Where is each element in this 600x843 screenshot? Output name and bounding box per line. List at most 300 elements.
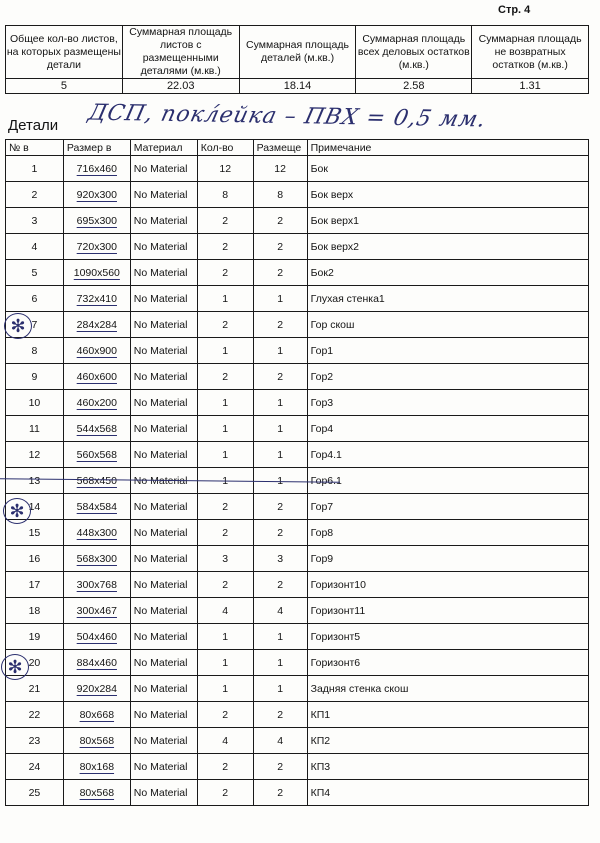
cell-size-text: 460x600 (76, 370, 117, 383)
summary-header-row (6, 26, 589, 79)
cell-quantity (197, 442, 253, 468)
cell-quantity-text: 1 (222, 396, 229, 409)
cell-size (63, 390, 130, 416)
cell-quantity-text: 2 (222, 214, 229, 227)
cell-note-text: КП4 (310, 786, 331, 799)
table-row (6, 754, 589, 780)
cell-note (307, 546, 588, 572)
cell-number (6, 338, 64, 364)
cell-note (307, 416, 588, 442)
cell-size (63, 598, 130, 624)
cell-number-text: 18 (28, 604, 41, 617)
cell-quantity (197, 182, 253, 208)
table-row (6, 728, 589, 754)
summary-value-sheet-area: 22.03 (122, 79, 239, 94)
cell-note-text: Гор1 (310, 344, 334, 357)
cell-note (307, 208, 588, 234)
cell-note (307, 702, 588, 728)
cell-size-text: 300x467 (76, 604, 117, 617)
cell-quantity-text: 1 (222, 656, 229, 669)
table-row (6, 156, 589, 182)
cell-size-text: 884x460 (76, 656, 117, 669)
summary-table (5, 25, 589, 94)
cell-placed-text: 1 (277, 448, 284, 461)
cell-size (63, 468, 130, 494)
summary-value-sheet-count: 5 (6, 79, 123, 94)
cell-size-text: 568x300 (76, 552, 117, 565)
cell-size-text: 732x410 (76, 292, 117, 305)
cell-number-text: 13 (28, 474, 41, 487)
cell-quantity (197, 702, 253, 728)
cell-size-text: 448x300 (76, 526, 117, 539)
circled-star-mark: ✻ (1, 654, 29, 680)
cell-note-text: Бок2 (310, 266, 334, 279)
cell-material (130, 286, 197, 312)
cell-material-text: No Material (133, 786, 188, 799)
cell-number (6, 442, 64, 468)
cell-quantity-text: 8 (222, 188, 229, 201)
cell-material-text: No Material (133, 708, 188, 721)
cell-note-text: Гор2 (310, 370, 334, 383)
summary-header-sheet-count: Общее кол-во листов, на которых размещены детали (6, 26, 123, 79)
cell-material-text: No Material (133, 656, 188, 669)
cell-number (6, 390, 64, 416)
cell-placed (253, 728, 307, 754)
cell-material-text: No Material (133, 760, 188, 773)
cell-note-text: Гор скош (310, 318, 355, 331)
cell-number (6, 182, 64, 208)
cell-material (130, 416, 197, 442)
cell-number (6, 260, 64, 286)
cell-note (307, 572, 588, 598)
cell-size-text: 80x168 (79, 760, 115, 773)
cell-quantity (197, 286, 253, 312)
cell-number (6, 364, 64, 390)
cell-number-text: 17 (28, 578, 41, 591)
cell-size (63, 728, 130, 754)
cell-material (130, 780, 197, 806)
cell-quantity-text: 2 (222, 370, 229, 383)
cell-material (130, 520, 197, 546)
table-row (6, 234, 589, 260)
table-row (6, 364, 589, 390)
cell-quantity-text: 2 (222, 240, 229, 253)
table-row (6, 182, 589, 208)
cell-size (63, 208, 130, 234)
cell-placed (253, 702, 307, 728)
cell-placed-text: 1 (277, 344, 284, 357)
cell-quantity (197, 390, 253, 416)
cell-number-text: 22 (28, 708, 41, 721)
cell-material (130, 650, 197, 676)
cell-placed-text: 2 (277, 500, 284, 513)
cell-placed (253, 520, 307, 546)
cell-material-text: No Material (133, 396, 188, 409)
table-row (6, 598, 589, 624)
cell-number (6, 702, 64, 728)
cell-size (63, 676, 130, 702)
cell-note-text: КП2 (310, 734, 331, 747)
cell-material-text: No Material (133, 188, 188, 201)
cell-size (63, 338, 130, 364)
cell-size (63, 572, 130, 598)
summary-value-waste-remnants: 1.31 (472, 79, 589, 94)
cell-quantity-text: 4 (222, 734, 229, 747)
cell-quantity (197, 754, 253, 780)
cell-number-text: 23 (28, 734, 41, 747)
cell-note (307, 182, 588, 208)
cell-number (6, 468, 64, 494)
cell-number-text: 20 (28, 656, 41, 669)
cell-size-text: 716x460 (76, 162, 117, 175)
cell-material (130, 182, 197, 208)
cell-material (130, 338, 197, 364)
cell-placed (253, 546, 307, 572)
cell-size (63, 442, 130, 468)
cell-note (307, 234, 588, 260)
cell-note (307, 754, 588, 780)
header-material: Материал (130, 140, 197, 156)
cell-number-text: 24 (28, 760, 41, 773)
table-row (6, 494, 589, 520)
cell-material (130, 442, 197, 468)
cell-quantity (197, 780, 253, 806)
cell-size (63, 546, 130, 572)
summary-header-parts-area: Суммарная площадь деталей (м.кв.) (239, 26, 356, 79)
cell-material-text: No Material (133, 448, 188, 461)
cell-number-text: 11 (28, 422, 40, 435)
cell-placed (253, 208, 307, 234)
cell-placed (253, 364, 307, 390)
cell-size-text: 300x768 (76, 578, 117, 591)
cell-material-text: No Material (133, 370, 188, 383)
table-row (6, 286, 589, 312)
cell-size (63, 520, 130, 546)
cell-number-text: 21 (28, 682, 41, 695)
cell-number (6, 624, 64, 650)
cell-placed-text: 3 (277, 552, 284, 565)
cell-placed-text: 2 (277, 578, 284, 591)
cell-size (63, 364, 130, 390)
cell-note (307, 728, 588, 754)
cell-placed (253, 598, 307, 624)
cell-material (130, 260, 197, 286)
cell-size-text: 584x584 (76, 500, 117, 513)
cell-material-text: No Material (133, 578, 188, 591)
cell-placed (253, 780, 307, 806)
cell-placed (253, 234, 307, 260)
cell-material-text: No Material (133, 162, 188, 175)
circled-star-mark: ✻ (3, 498, 31, 524)
cell-quantity (197, 546, 253, 572)
cell-quantity (197, 234, 253, 260)
cell-placed-text: 1 (277, 630, 284, 643)
cell-material (130, 546, 197, 572)
cell-size-text: 920x300 (76, 188, 117, 201)
cell-note (307, 260, 588, 286)
cell-material-text: No Material (133, 344, 188, 357)
cell-number-text: 14 (28, 500, 41, 513)
summary-header-waste-remnants: Суммарная площадь не возвратных остатков (м.кв.) (472, 26, 589, 79)
header-size: Размер в (63, 140, 130, 156)
cell-quantity (197, 624, 253, 650)
cell-size-text: 460x900 (76, 344, 117, 357)
cell-quantity-text: 2 (222, 786, 229, 799)
cell-note-text: Гор9 (310, 552, 334, 565)
cell-quantity-text: 2 (222, 266, 229, 279)
cell-placed (253, 286, 307, 312)
cell-note-text: Горизонт5 (310, 630, 361, 643)
cell-quantity-text: 1 (222, 474, 229, 487)
cell-note-text: Бок (310, 162, 328, 175)
circled-star-mark: ✻ (4, 313, 32, 339)
cell-placed-text: 2 (277, 708, 284, 721)
cell-size (63, 182, 130, 208)
cell-material (130, 754, 197, 780)
cell-note-text: Горизонт6 (310, 656, 361, 669)
cell-size (63, 234, 130, 260)
cell-number (6, 156, 64, 182)
cell-note-text: КП3 (310, 760, 331, 773)
cell-quantity (197, 728, 253, 754)
cell-size-text: 284x284 (76, 318, 117, 331)
cell-placed-text: 2 (277, 240, 284, 253)
cell-placed (253, 312, 307, 338)
cell-placed (253, 390, 307, 416)
cell-placed-text: 1 (277, 396, 284, 409)
cell-quantity (197, 260, 253, 286)
cell-placed-text: 1 (277, 656, 284, 669)
cell-note-text: Бок верх1 (310, 214, 359, 227)
cell-size (63, 286, 130, 312)
cell-number-text: 19 (28, 630, 41, 643)
cell-material-text: No Material (133, 474, 188, 487)
cell-material-text: No Material (133, 604, 188, 617)
cell-note-text: Гор4.1 (310, 448, 342, 461)
cell-placed (253, 650, 307, 676)
table-row (6, 520, 589, 546)
cell-note (307, 624, 588, 650)
table-row (6, 702, 589, 728)
cell-material (130, 676, 197, 702)
table-row (6, 312, 589, 338)
table-row (6, 208, 589, 234)
cell-size (63, 650, 130, 676)
cell-size (63, 312, 130, 338)
cell-size-text: 544x568 (76, 422, 117, 435)
cell-material-text: No Material (133, 266, 188, 279)
cell-material (130, 702, 197, 728)
cell-number-text: 8 (31, 344, 38, 357)
cell-size-text: 460x200 (76, 396, 117, 409)
cell-quantity (197, 494, 253, 520)
section-title: Детали (8, 117, 59, 134)
cell-placed-text: 2 (277, 266, 284, 279)
table-row (6, 676, 589, 702)
cell-material (130, 572, 197, 598)
cell-quantity-text: 2 (222, 500, 229, 513)
cell-note-text: Глухая стенка1 (310, 292, 385, 305)
cell-placed (253, 156, 307, 182)
cell-quantity (197, 208, 253, 234)
cell-material (130, 494, 197, 520)
cell-quantity-text: 1 (222, 292, 229, 305)
page-number: Стр. 4 (498, 4, 531, 16)
cell-placed-text: 2 (277, 318, 284, 331)
cell-placed-text: 2 (277, 786, 284, 799)
cell-quantity-text: 2 (222, 708, 229, 721)
cell-number-text: 12 (28, 448, 41, 461)
cell-number (6, 208, 64, 234)
cell-material-text: No Material (133, 292, 188, 305)
table-row (6, 260, 589, 286)
cell-material-text: No Material (133, 552, 188, 565)
cell-material-text: No Material (133, 214, 188, 227)
cell-number-text: 2 (31, 188, 38, 201)
cell-note (307, 676, 588, 702)
cell-note (307, 442, 588, 468)
cell-quantity (197, 650, 253, 676)
cell-quantity-text: 2 (222, 760, 229, 773)
summary-header-sheet-area: Суммарная площадь листов с размещенными деталями (м.кв.) (122, 26, 239, 79)
cell-quantity-text: 3 (222, 552, 229, 565)
table-row (6, 572, 589, 598)
cell-material-text: No Material (133, 734, 188, 747)
cell-note (307, 286, 588, 312)
table-row (6, 442, 589, 468)
cell-note (307, 650, 588, 676)
cell-size (63, 416, 130, 442)
cell-quantity (197, 416, 253, 442)
cell-placed (253, 494, 307, 520)
table-row (6, 546, 589, 572)
cell-placed (253, 754, 307, 780)
cell-placed-text: 12 (274, 162, 286, 175)
header-placed: Размеще (253, 140, 307, 156)
cell-placed (253, 442, 307, 468)
cell-size (63, 754, 130, 780)
cell-number (6, 546, 64, 572)
cell-material-text: No Material (133, 682, 188, 695)
cell-placed (253, 182, 307, 208)
cell-size-text: 560x568 (76, 448, 117, 461)
cell-size-text: 504x460 (76, 630, 117, 643)
table-row (6, 624, 589, 650)
cell-number (6, 598, 64, 624)
cell-size (63, 702, 130, 728)
summary-header-business-remnants: Суммарная площадь всех деловых остатков (м.кв.) (356, 26, 472, 79)
cell-placed (253, 416, 307, 442)
cell-size-text: 80x668 (79, 708, 115, 721)
cell-quantity-text: 2 (222, 526, 229, 539)
cell-note-text: Гор3 (310, 396, 334, 409)
table-row (6, 390, 589, 416)
cell-number-text: 10 (28, 396, 41, 409)
cell-size-text: 920x284 (76, 682, 117, 695)
cell-note-text: Гор8 (310, 526, 334, 539)
cell-size-text: 720x300 (76, 240, 117, 253)
summary-value-parts-area: 18.14 (239, 79, 356, 94)
cell-quantity (197, 676, 253, 702)
cell-number-text: 4 (31, 240, 38, 253)
handwritten-note: ДСП, покл́ейка – ПВХ = 0,5 мм. (85, 100, 489, 133)
cell-quantity (197, 364, 253, 390)
cell-material (130, 728, 197, 754)
cell-material-text: No Material (133, 630, 188, 643)
cell-placed-text: 1 (277, 682, 284, 695)
cell-size (63, 780, 130, 806)
cell-quantity (197, 338, 253, 364)
cell-size (63, 494, 130, 520)
cell-quantity (197, 572, 253, 598)
table-row (6, 650, 589, 676)
cell-number (6, 728, 64, 754)
cell-note-text: Гор4 (310, 422, 334, 435)
cell-quantity-text: 1 (222, 344, 229, 357)
table-row (6, 780, 589, 806)
cell-quantity-text: 12 (219, 162, 232, 175)
cell-size-text: 80x568 (79, 786, 115, 799)
cell-material (130, 312, 197, 338)
cell-size (63, 260, 130, 286)
cell-material (130, 156, 197, 182)
cell-number-text: 7 (31, 318, 38, 331)
cell-material-text: No Material (133, 422, 188, 435)
table-row (6, 416, 589, 442)
cell-material (130, 390, 197, 416)
details-table (5, 139, 589, 806)
cell-placed-text: 4 (277, 604, 284, 617)
cell-placed-text: 1 (277, 474, 284, 487)
cell-number (6, 286, 64, 312)
cell-quantity (197, 520, 253, 546)
cell-material (130, 364, 197, 390)
cell-note-text: Бок верх (310, 188, 354, 201)
cell-note-text: Горизонт10 (310, 578, 366, 591)
cell-number-text: 1 (31, 162, 38, 175)
cell-number-text: 5 (31, 266, 38, 279)
cell-note-text: Бок верх2 (310, 240, 359, 253)
summary-value-business-remnants: 2.58 (356, 79, 472, 94)
cell-number (6, 754, 64, 780)
cell-number-text: 25 (28, 786, 41, 799)
cell-placed-text: 2 (277, 526, 284, 539)
cell-placed-text: 2 (277, 370, 284, 383)
cell-number (6, 780, 64, 806)
cell-material-text: No Material (133, 240, 188, 253)
cell-note (307, 494, 588, 520)
cell-size-text: 695x300 (76, 214, 117, 227)
cell-quantity-text: 1 (222, 682, 229, 695)
table-row (6, 338, 589, 364)
cell-number-text: 3 (31, 214, 38, 227)
cell-size-text: 80x568 (79, 734, 115, 747)
cell-material (130, 598, 197, 624)
details-header-row (6, 140, 589, 156)
cell-quantity (197, 156, 253, 182)
cell-quantity-text: 2 (222, 578, 229, 591)
cell-note-text: Горизонт11 (310, 604, 366, 617)
cell-material-text: No Material (133, 318, 188, 331)
cell-placed-text: 2 (277, 214, 284, 227)
cell-number-text: 15 (28, 526, 41, 539)
cell-quantity-text: 1 (222, 422, 229, 435)
cell-note (307, 598, 588, 624)
cell-number (6, 572, 64, 598)
cell-quantity-text: 1 (222, 630, 229, 643)
cell-number (6, 416, 64, 442)
cell-note (307, 338, 588, 364)
